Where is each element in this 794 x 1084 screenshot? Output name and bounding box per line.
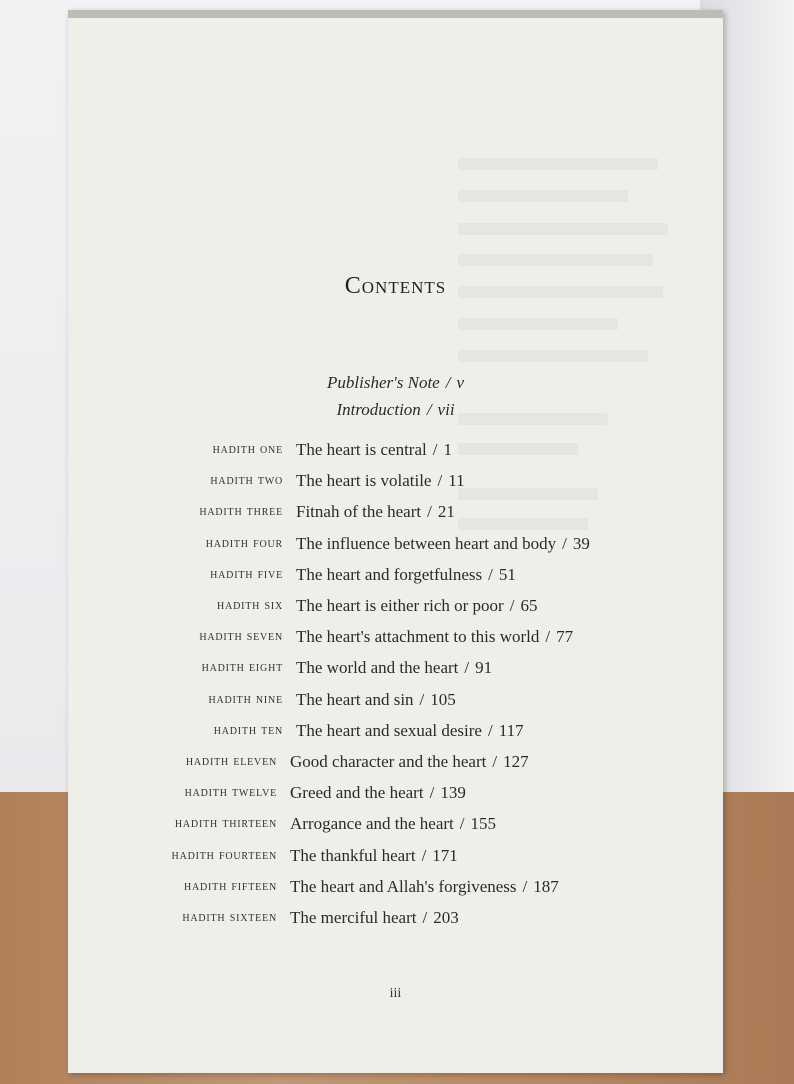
toc-entry [68,877,723,905]
chapter-title: The heart and Allah's forgiveness [290,876,517,896]
toc-entry [68,471,723,499]
separator: / [509,596,515,615]
chapter-page: 1 [443,440,452,459]
chapter-title: The heart and sin [296,689,414,709]
chapter-title: The heart is central [296,440,427,459]
chapter-title: Good character and the heart [290,752,487,771]
toc-entry [68,814,723,842]
chapter-label: hadith thirteen [174,816,277,832]
chapter-page: 203 [433,908,459,927]
chapter-page: 77 [556,627,574,647]
chapter-entry [290,783,466,803]
separator: / [437,471,443,491]
page-number: iii [389,986,402,1001]
chapter-entry [296,440,452,460]
toc-entry [68,783,723,811]
chapter-label: hadith twelve [184,785,277,801]
separator: / [562,533,567,553]
chapter-entry [296,658,492,678]
separator: / [459,814,465,834]
separator: / [522,876,528,896]
toc-entry [68,690,723,718]
toc-entry [68,502,723,530]
toc-entry [68,627,723,655]
toc-entry [68,658,723,686]
chapter-entry [296,627,573,647]
chapter-page: 171 [432,845,458,865]
separator: / [426,400,432,419]
book-page [68,10,723,1073]
toc-entry [68,565,723,593]
chapter-title: Arrogance and the heart [290,814,454,834]
chapter-title: Fitnah of the heart [296,502,422,522]
chapter-title: The heart's attachment to this world [296,627,540,647]
chapter-page: 51 [498,564,516,584]
front-matter-entry [68,400,723,420]
separator: / [545,627,551,647]
toc-entry [68,846,723,874]
chapter-label: hadith seven [199,629,283,645]
chapter-label: hadith fifteen [183,878,277,894]
chapter-page: 187 [533,876,559,896]
page-title: Contents [344,273,447,299]
chapter-entry [290,752,529,772]
chapter-label: hadith two [210,473,283,489]
separator: / [464,658,470,678]
chapter-title: The heart and sexual desire [296,720,482,740]
front-matter-page: vii [437,400,455,419]
chapter-label: hadith six [217,598,283,613]
front-matter-page: v [456,373,464,392]
chapter-entry [296,596,537,616]
chapter-page: 39 [572,533,590,553]
chapter-entry [296,534,590,554]
chapter-label: hadith nine [208,691,283,707]
toc-entry [68,534,723,562]
chapter-label: hadith four [205,535,283,551]
chapter-title: The heart is volatile [296,471,432,491]
chapter-entry [296,565,516,585]
chapter-label: hadith eight [201,660,283,676]
chapter-title: The thankful heart [290,845,416,865]
chapter-entry [290,846,458,866]
separator: / [488,564,493,584]
chapter-title: The heart and forgetfulness [296,564,483,584]
front-matter-title: Publisher's Note [327,373,440,392]
chapter-page: 139 [440,783,466,803]
chapter-title: The merciful heart [290,908,417,927]
separator: / [429,783,435,803]
separator: / [427,502,432,522]
chapter-entry [290,908,459,928]
toc-entry [68,721,723,749]
separator: / [492,752,498,771]
chapter-page: 155 [470,814,497,834]
chapter-label: hadith eleven [185,754,277,769]
chapter-page: 105 [430,689,456,709]
chapter-title: The heart is either rich or poor [296,596,504,615]
chapter-entry [296,471,465,491]
front-matter-title: Introduction [336,400,421,419]
chapter-entry [296,721,524,741]
chapter-title: The world and the heart [296,658,459,678]
chapter-entry [290,877,559,897]
chapter-page: 127 [503,752,529,771]
toc-entry [68,596,723,624]
chapter-page: 11 [448,471,465,491]
chapter-entry [290,814,496,834]
chapter-label: hadith sixteen [182,910,277,925]
chapter-page: 91 [475,658,493,678]
separator: / [487,720,493,740]
chapter-page: 117 [498,720,524,740]
chapter-label: hadith ten [213,722,283,738]
chapter-label: hadith three [199,504,283,520]
toc-entry [68,908,723,936]
separator: / [445,373,451,392]
chapter-label: hadith fourteen [171,847,277,863]
front-matter-entry [68,373,723,393]
chapter-title: The influence between heart and body [296,533,557,553]
separator: / [432,440,438,459]
chapter-title: Greed and the heart [290,783,424,803]
chapter-entry [296,690,456,710]
toc-entry [68,440,723,468]
chapter-page: 65 [520,596,538,615]
toc-entry [68,752,723,780]
chapter-label: hadith one [212,442,283,457]
chapter-entry [296,502,455,522]
separator: / [419,689,425,709]
separator: / [421,845,427,865]
separator: / [422,908,428,927]
chapter-label: hadith five [210,566,283,582]
chapter-page: 21 [437,502,455,522]
